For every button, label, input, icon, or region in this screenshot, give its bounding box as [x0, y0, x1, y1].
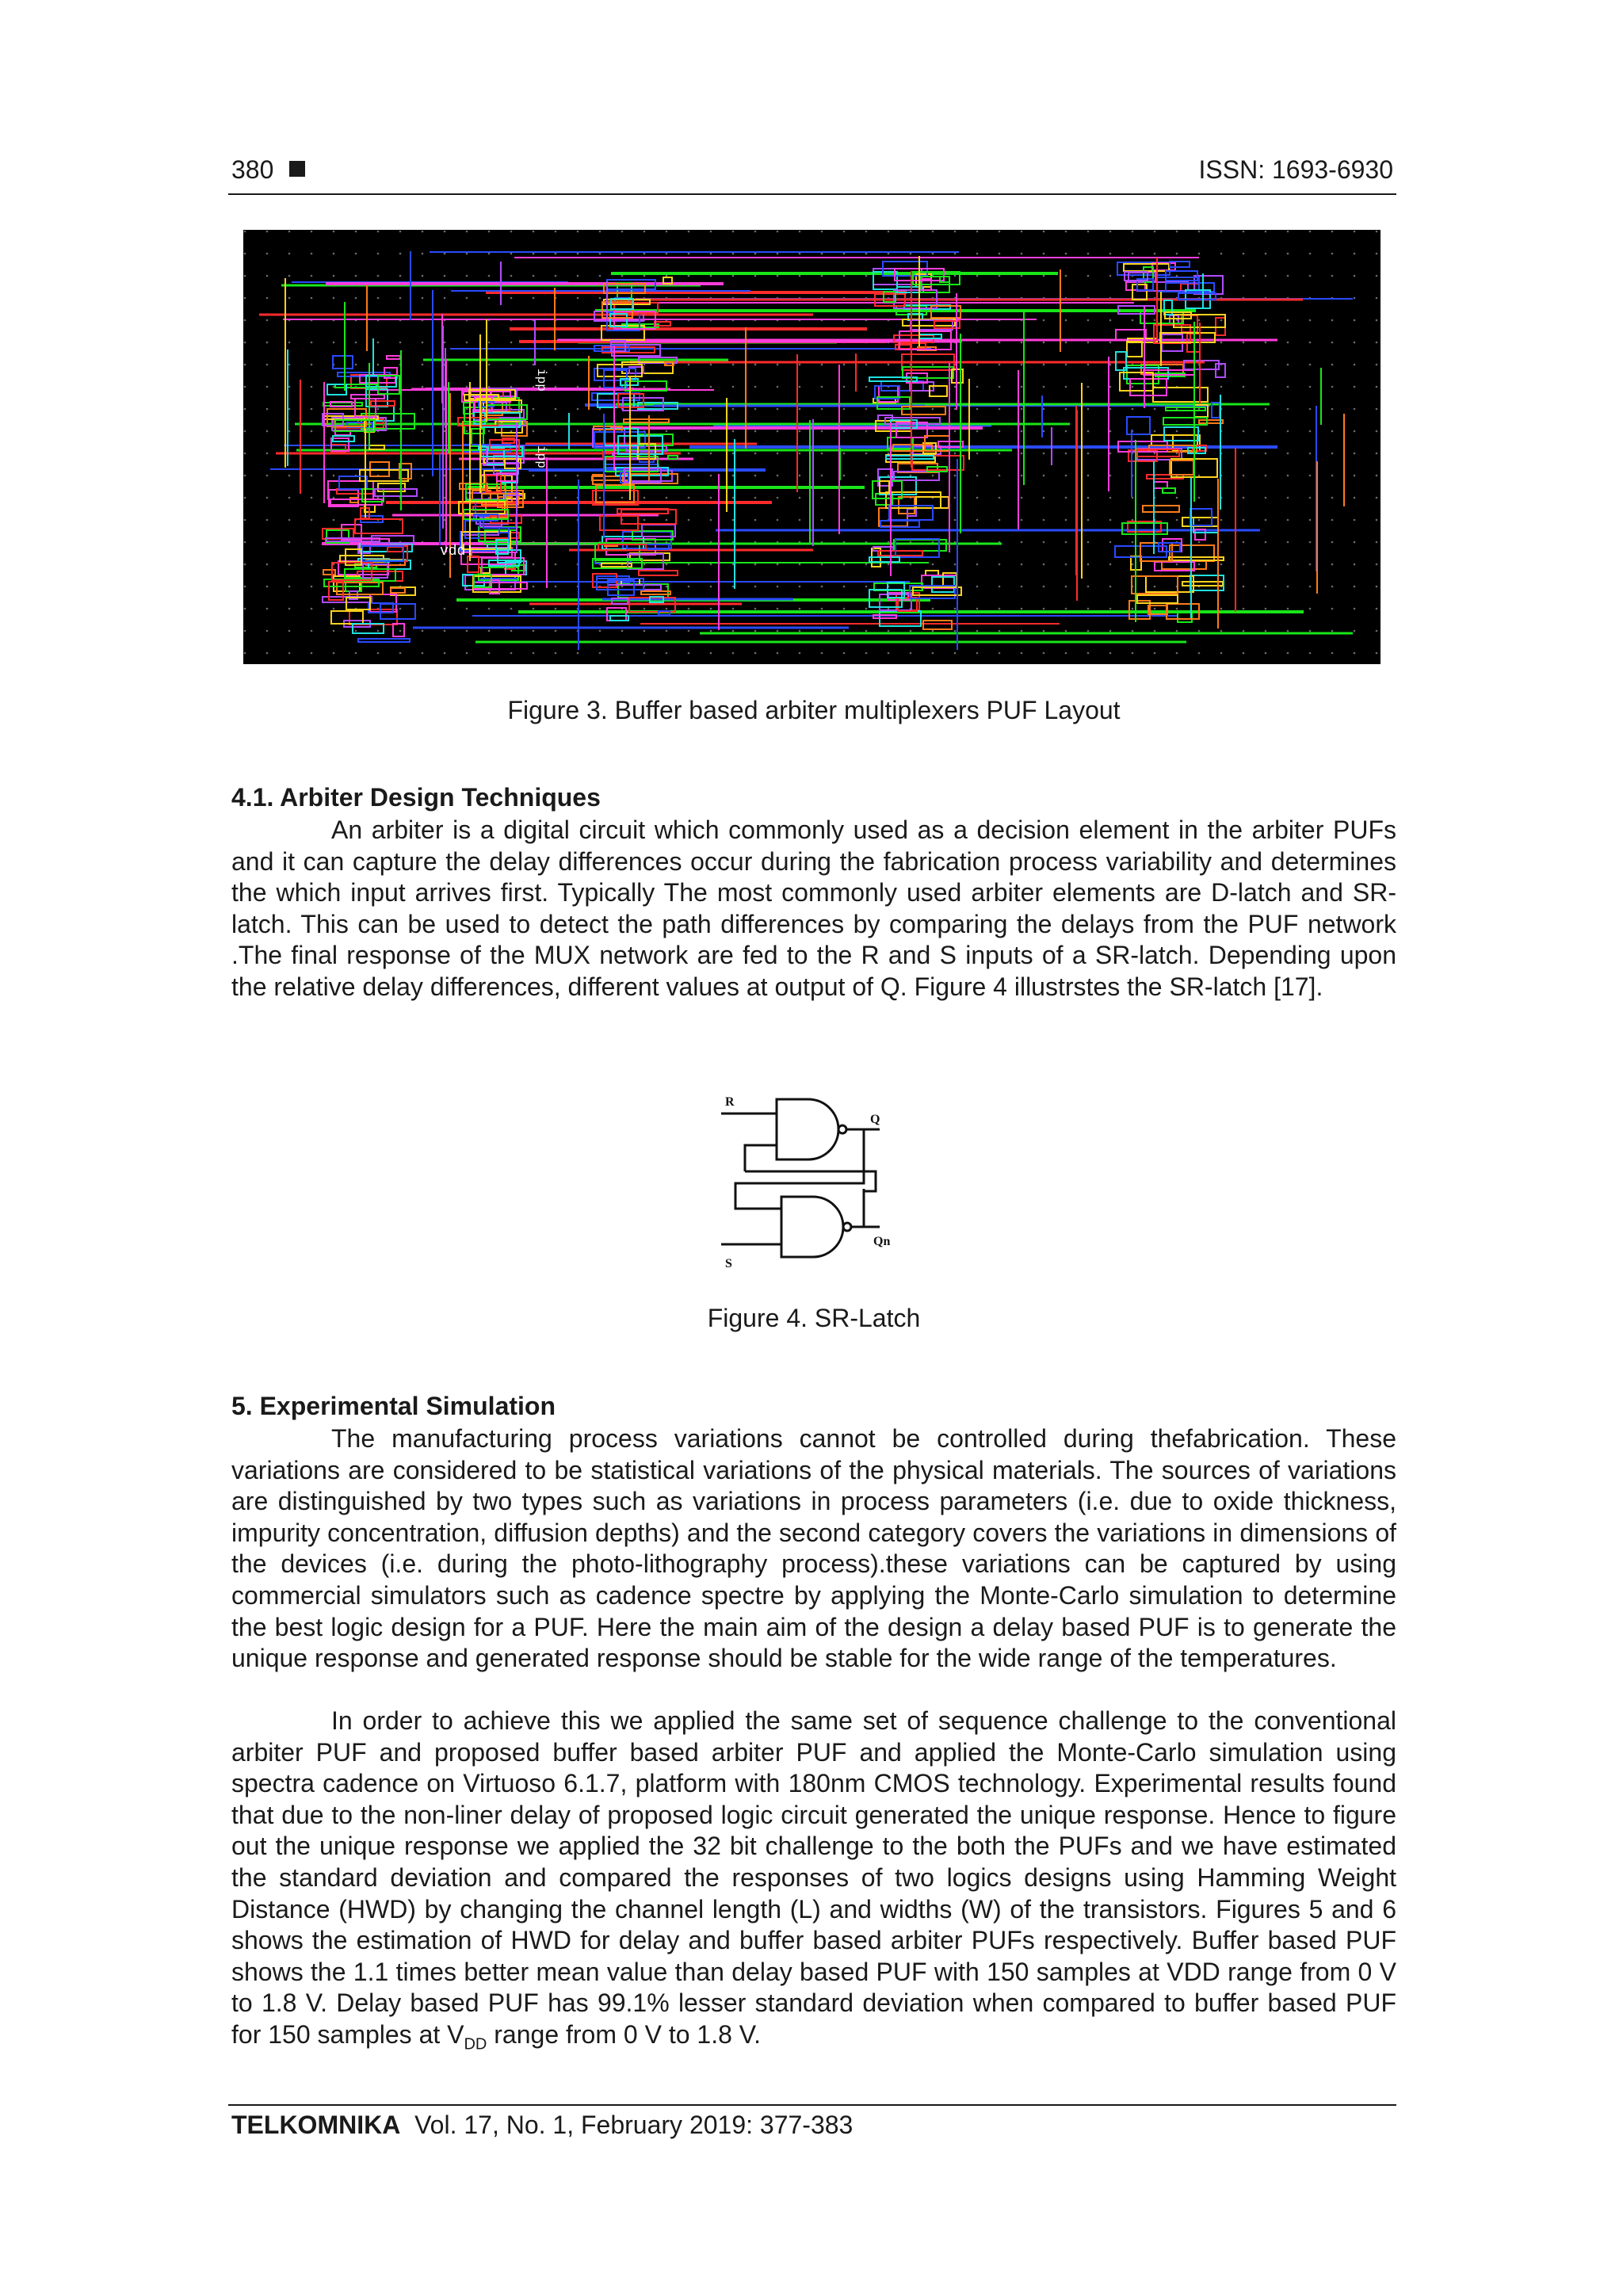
figure3-caption: Figure 3. Buffer based arbiter multiplexers PUF Layout	[507, 696, 1121, 724]
qn-feedback-wire	[745, 1145, 864, 1227]
inversion-bubble-top	[838, 1125, 846, 1133]
pin-label-b: ipp	[534, 445, 548, 468]
footer-rule	[228, 2104, 1396, 2106]
vdd-label: vdd!	[440, 544, 475, 560]
paragraph2-text-start: In order to achieve this we applied the same set of sequence challenge to the conventional arbiter PUF and proposed buffer based arbiter PUF and applied the Monte-Carlo simulation using spectra cadence on Virtuoso 6.1.7, platform with 180nm CMOS technology. Experimental results found that due to the non-liner delay of proposed logic circuit generated the unique response. Hence to figure out the unique response we applied the 32 bit challenge to the both the PUFs and we have estimated the standard deviation and compared the responses of two logics designs using Hamming Weight Distance (HWD) by changing the channel length (L) and widths (W) of the transistors. Figures 5 and 6 shows the estimation of HWD for delay and buffer based arbiter PUFs respectively. Buffer based PUF shows the 1.1 times better mean value than delay based PUF with 150 samples at VDD range from 0 V to 1.8 V. Delay based PUF has 99.1% lesser standard deviation when compared to buffer based PUF for 150 samples at V	[231, 1706, 1396, 2049]
footer-citation: Vol. 17, No. 1, February 2019: 377-383	[414, 2111, 854, 2139]
section41-heading: 4.1. Arbiter Design Techniques	[231, 783, 601, 812]
inversion-bubble-bottom	[843, 1223, 851, 1231]
section41-paragraph: An arbiter is a digital circuit which commonly used as a decision element in the arbiter PUFs and it can capture the delay differences occur during the fabrication process variability and determines the which input arrives first. Typically The most commonly used arbiter elements are D-latch and SR-latch. This can be used to detect the path differences by comparing the delays from the PUF network .The final response of the MUX network are fed to the R and S inputs of a SR-latch. Depending upon the relative delay differences, different values at output of Q. Figure 4 illustrstes the SR-latch [17].	[231, 816, 1396, 1001]
paragraph2-text-end: range from 0 V to 1.8 V.	[487, 2019, 762, 2049]
s-label: S	[725, 1257, 732, 1270]
sr-latch-diagram	[713, 1090, 911, 1272]
q-label: Q	[870, 1113, 880, 1126]
puf-layout-drawing	[243, 230, 1381, 664]
qn-feedback-route	[745, 1171, 876, 1191]
pin-label-a: ipp	[534, 369, 548, 392]
sr-latch-figure	[713, 1090, 911, 1272]
r-label: R	[725, 1095, 735, 1109]
page-number-text: 380	[231, 155, 274, 184]
figure4-caption: Figure 4. SR-Latch	[707, 1304, 921, 1332]
footer-journal: TELKOMNIKA	[231, 2111, 401, 2139]
nand-gate-top	[777, 1099, 838, 1159]
header-rule	[228, 193, 1396, 195]
section5-heading: 5. Experimental Simulation	[231, 1392, 556, 1420]
footer	[231, 2111, 853, 2140]
vdd-subscript: DD	[464, 2035, 487, 2053]
puf-layout-image	[243, 230, 1381, 664]
qn-label: Qn	[873, 1235, 891, 1248]
nand-gate-bottom	[781, 1197, 843, 1257]
page-number	[231, 155, 305, 185]
issn: ISSN: 1693-6930	[1198, 155, 1393, 184]
square-bullet-icon	[289, 161, 305, 177]
section5-paragraph2	[231, 1706, 1396, 2061]
section5-paragraph1: The manufacturing process variations cannot be controlled during thefabrication. These variations are considered to be statistical variations of the physical materials. The sources of variations are distinguished by two types such as variations in process parameters (i.e. due to oxide thickness, impurity concentration, diffusion depths) and the second category covers the variations in dimensions of the devices (i.e. during the photo-lithography process).these variations can be captured by using commercial simulators such as cadence spectre by applying the Monte-Carlo simulation to determine the best logic design for a PUF. Here the main aim of the design a delay based PUF is to generate the unique response and generated response should be stable for the wide range of the temperatures.	[231, 1424, 1396, 1673]
